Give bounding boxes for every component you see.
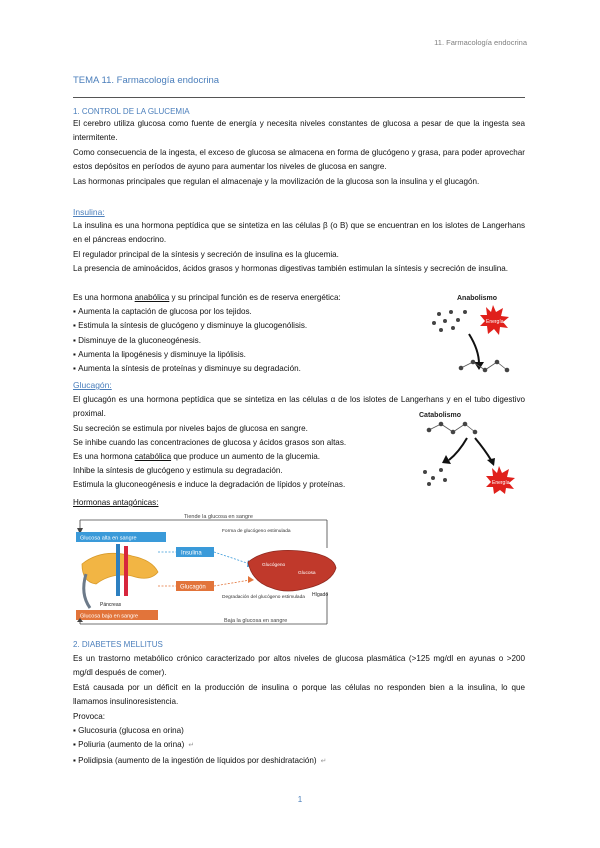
subheading-insulina: Insulina: [73,207,105,217]
keyword-catabolica: catabólica [134,452,172,461]
label-insulina: Insulina [181,550,202,557]
page-number: 1 [297,795,303,804]
list-item [73,738,326,753]
list-item: ▪ Estimula la síntesis de glucógeno y disminuye la glucogenólisis. [73,319,307,333]
section-heading-control-glucemia: 1. CONTROL DE LA GLUCEMIA [73,107,190,116]
paragraph: La presencia de aminoácidos, ácidos grasos y hormonas digestivas también estimulan la síntesis y secreción de insulina. [73,264,509,273]
text-span: y su principal función es de reserva energética: [169,293,341,302]
label-forma-glucogeno: Forma de glucógeno estimulada [222,529,291,534]
text-span: Es una hormona [73,293,135,302]
vessel-red [124,546,128,596]
list-item [73,754,326,769]
title-divider [73,97,525,98]
paragraph: Las hormonas principales que regulan el almacenaje y la movilización de la glucosa son la insulina y el glucagón. [73,177,480,186]
paragraph: Se inhibe cuando las concentraciones de glucosa y ácidos grasos son altas. [73,438,347,447]
label-glucosa: Glucosa [298,571,316,576]
paragraph: Como consecuencia de la ingesta, el exceso de glucosa se almacena en forma de glucógeno y grasa, para poder aprovechar estos depósitos en períodos de ayuno para aumentar los niveles de glucosa en sangre. [73,148,525,172]
list-item [73,724,326,738]
list-item: ▪ Disminuye de la gluconeogénesis. [73,334,307,348]
label-glucosa-baja: Glucosa baja en sangre [80,613,139,620]
list-item: ▪ Aumenta la captación de glucosa por los tejidos. [73,305,307,319]
subheading-glucagon: Glucagón: [73,380,112,390]
paragraph: El regulador principal de la síntesis y secreción de insulina es la glucemia. [73,250,339,259]
list-item-text: Polidipsia (aumento de la ingestión de líquidos por deshidratación) [78,755,317,765]
energy-label: Energía [492,480,510,486]
text-span: que produce un aumento de la glucemia. [171,452,321,461]
page-title: TEMA 11. Farmacología endocrina [73,75,220,86]
paragraph: Su secreción se estimula por niveles bajos de glucosa en sangre. [73,424,308,433]
running-header: 11. Farmacología endocrina [434,38,527,47]
label-pancreas: Páncreas [100,602,122,608]
molecule-dots [423,468,447,486]
paragraph: Inhibe la síntesis de glucógeno y estimula su degradación. [73,466,283,475]
subheading-hormonas-antagonicas: Hormonas antagónicas: [73,498,159,507]
figure-title: Anabolismo [457,295,498,302]
paragraph: El cerebro utiliza glucosa como fuente de energía y necesita niveles constantes de glucosa a pesar de que la ingesta sea intermitente. [73,119,525,143]
arrow-icon [248,576,254,583]
energy-label: Energía [486,319,504,325]
return-mark-icon: ↵ [188,742,195,750]
paragraph-catabolica [73,450,413,464]
label-degradacion-glucogeno: Degradación del glucógeno estimulada [222,595,305,600]
liver-illustration [248,550,336,591]
list-item-text: Glucosuria (glucosa en orina) [78,726,184,735]
insulina-effects-list [73,305,307,376]
figure-title: Catabolismo [419,412,462,419]
paragraph: Estimula la gluconeogénesis e induce la degradación de lípidos y proteínas. [73,480,346,489]
list-item: ▪ Aumenta la síntesis de proteínas y disminuye su degradación. [73,362,307,376]
label-glucosa-alta: Glucosa alta en sangre [80,535,137,542]
molecule-dots [432,310,467,332]
label-glucogeno: Glucógeno [262,563,286,568]
catabolismo-figure [415,408,525,494]
paragraph-funcion-insulina [73,291,413,305]
paragraph: El glucagón es una hormona peptídica que se sintetiza en las células α de los islotes de Langerhans y en el tubo digestivo proximal. [73,395,525,419]
label-glucagon: Glucagón [180,584,206,591]
return-mark-icon: ↵ [320,757,327,765]
paragraph: Es un trastorno metabólico crónico caracterizado por altos niveles de glucosa plasmática (>125 mg/dl en ayunas o >200 mg/dl después de comer). [73,654,525,678]
list-item: ▪ Aumenta la lipogénesis y disminuye la lipólisis. [73,348,307,362]
paragraph: La insulina es una hormona peptídica que se sintetiza en las células β (o B) que se encuentran en los islotes de Langerhans en el páncreas endocrino. [73,221,525,245]
text-span: Es una hormona [73,452,135,461]
diabetes-symptoms-list [73,724,326,769]
arrow-down-icon [487,458,495,466]
label-higado: Hígado [312,592,329,598]
anabolismo-figure [425,290,525,382]
paragraph: Está causada por un déficit en la producción de insulina o porque las células no responden bien a la insulina, lo que llamamos insulinoresistencia. [73,683,525,707]
list-item-text: Poliuria (aumento de la orina) [78,740,185,750]
label-baja-glucosa: Baja la glucosa en sangre [224,618,288,624]
label-tiende-glucosa: Tiende la glucosa en sangre [184,514,253,520]
keyword-anabolica: anabólica [134,293,170,302]
paragraph: Provoca: [73,712,105,721]
section-heading-diabetes: 2. DIABETES MELLITUS [73,640,163,649]
hormonas-antagonicas-diagram [72,512,352,630]
vessel-blue [116,544,120,596]
